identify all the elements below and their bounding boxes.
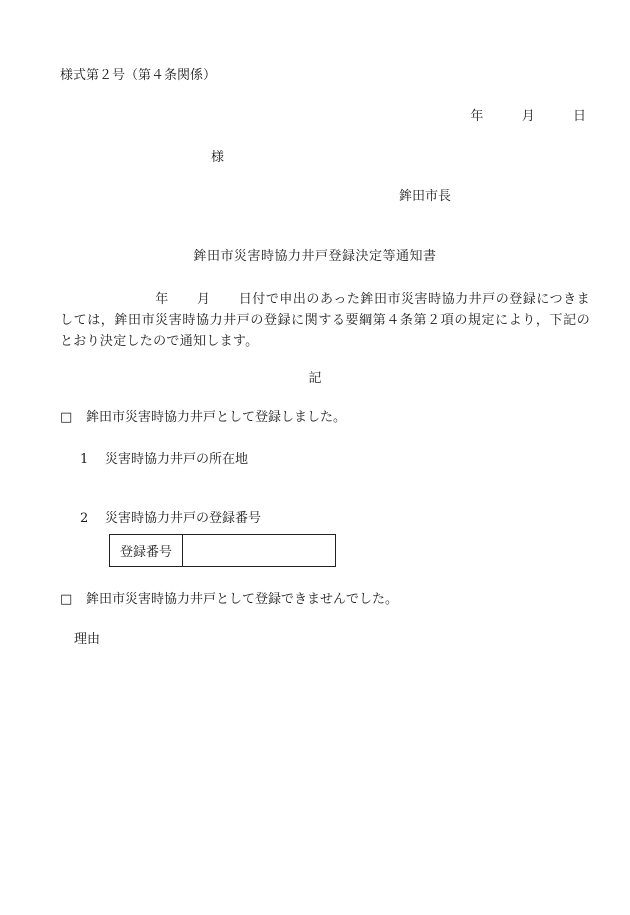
- body-paragraph: [60, 289, 590, 352]
- date-day: 日: [572, 109, 586, 124]
- option-not-registered-text: 鉾田市災害時協力井戸として登録できませんでした。: [86, 592, 399, 607]
- item-number: 1: [80, 452, 89, 467]
- reason-label: 理由: [74, 632, 101, 647]
- body-month: 月: [196, 292, 211, 307]
- ki-heading: 記: [308, 371, 322, 386]
- checkbox-icon[interactable]: □: [60, 592, 73, 607]
- document-title: 鉾田市災害時協力井戸登録決定等通知書: [193, 249, 437, 264]
- date-month: 月: [521, 109, 535, 124]
- option-not-registered: [60, 592, 398, 608]
- registration-number-label: 登録番号: [110, 535, 183, 567]
- date-year: 年: [470, 109, 484, 124]
- checkbox-icon[interactable]: □: [60, 410, 73, 425]
- item-number: 2: [80, 511, 89, 526]
- item-registration-number: [80, 511, 261, 527]
- addressee-suffix: 様: [211, 150, 225, 165]
- form-number: 様式第２号（第４条関係）: [60, 68, 217, 83]
- body-text: 日付で申出のあった鉾田市災害時協力井戸の登録につきましては，鉾田市災害時協力井戸の登録に関する要綱第４条第２項の規定により，下記のとおり決定したので通知します。: [60, 292, 590, 349]
- body-year: 年: [155, 292, 169, 307]
- date-line: [470, 109, 586, 125]
- sender-name: 鉾田市長: [399, 189, 452, 204]
- item-location: [80, 452, 248, 468]
- option-registered: [60, 410, 346, 426]
- registration-number-value[interactable]: [183, 535, 336, 567]
- registration-number-table: [109, 534, 336, 567]
- item-label: 災害時協力井戸の登録番号: [105, 511, 262, 526]
- item-label: 災害時協力井戸の所在地: [105, 452, 249, 467]
- option-registered-text: 鉾田市災害時協力井戸として登録しました。: [86, 410, 347, 425]
